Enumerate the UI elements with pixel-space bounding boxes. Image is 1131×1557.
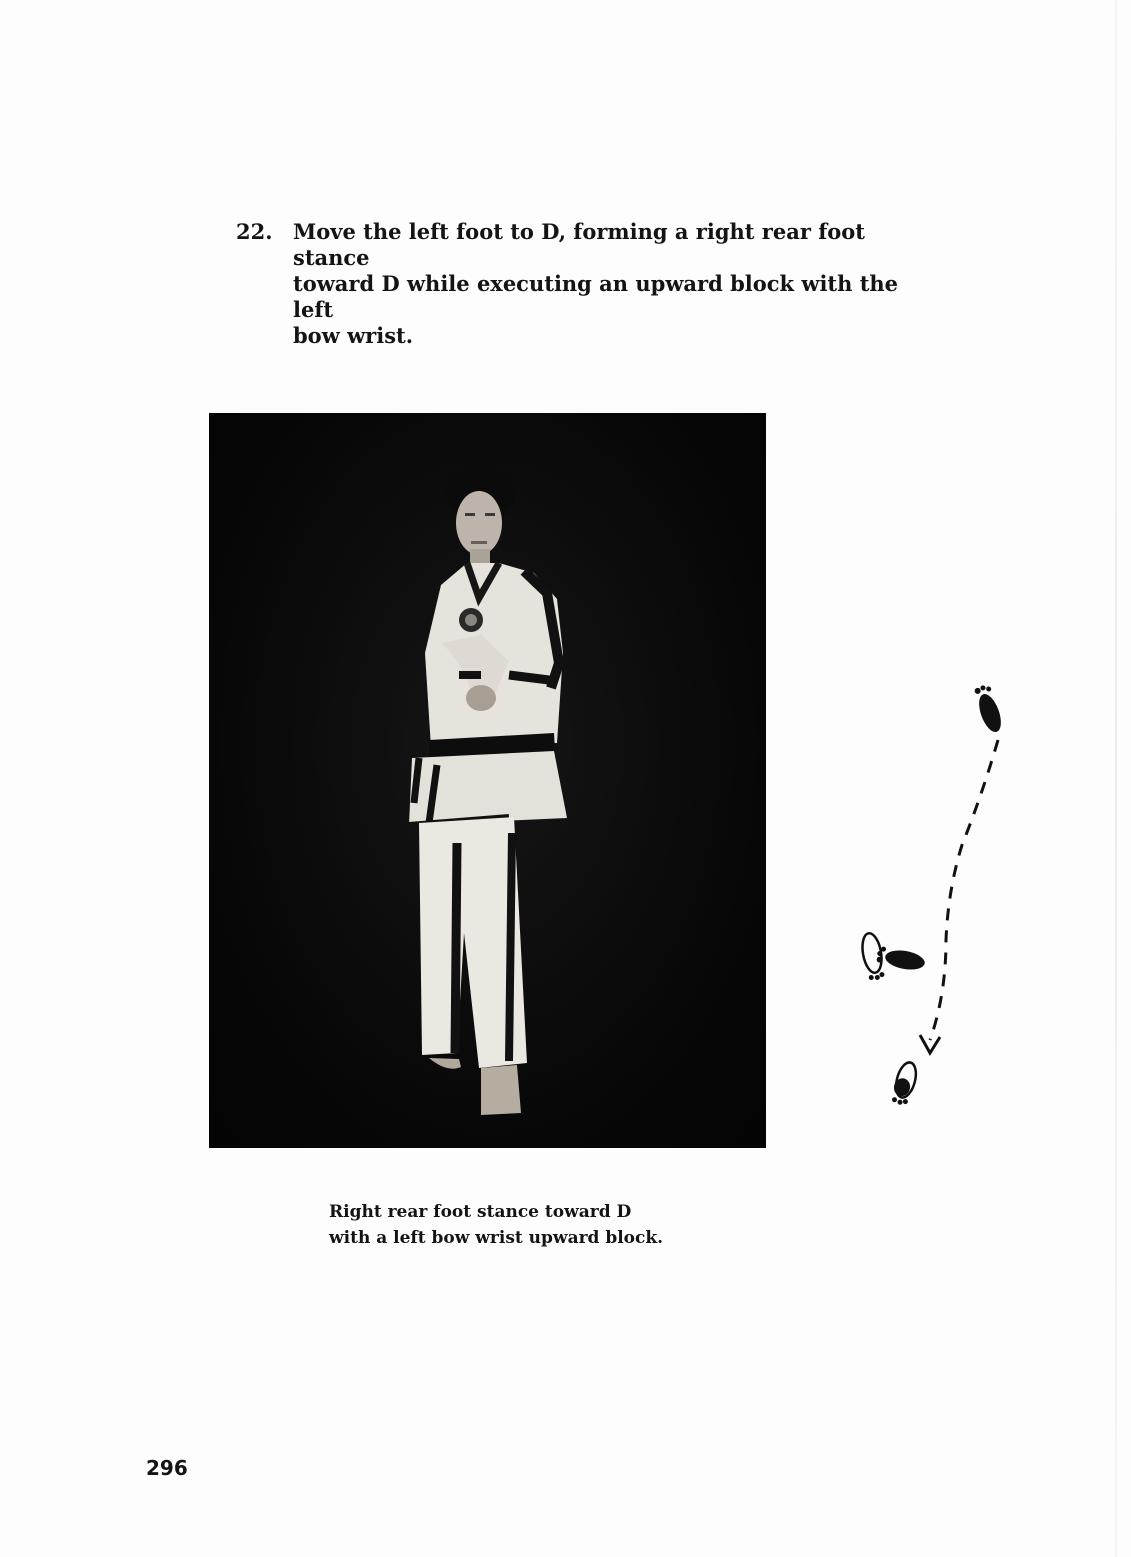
step-text (293, 219, 933, 349)
stance-photo (209, 413, 766, 1148)
caption-line: Right rear foot stance toward D (329, 1202, 632, 1222)
step-number: 22. (236, 219, 273, 244)
footprint-icon (972, 685, 1006, 735)
footprint-diagram (850, 685, 1020, 1110)
scan-edge (1115, 0, 1117, 1557)
page-number: 296 (146, 1456, 188, 1480)
arrow-head-icon (920, 1035, 940, 1053)
step-text-line: bow wrist. (293, 323, 414, 348)
photo-caption (329, 1199, 749, 1251)
movement-path (930, 740, 998, 1040)
step-text-line: toward D while executing an upward block with the left (293, 271, 899, 322)
footprint-outline-icon (860, 932, 886, 982)
footprint-icon (875, 946, 926, 973)
step-text-line: Move the left foot to D, forming a right rear foot stance (293, 219, 865, 270)
footprint-icon (890, 1060, 920, 1107)
caption-line: with a left bow wrist upward block. (329, 1228, 664, 1248)
martial-artist-figure (209, 413, 766, 1148)
